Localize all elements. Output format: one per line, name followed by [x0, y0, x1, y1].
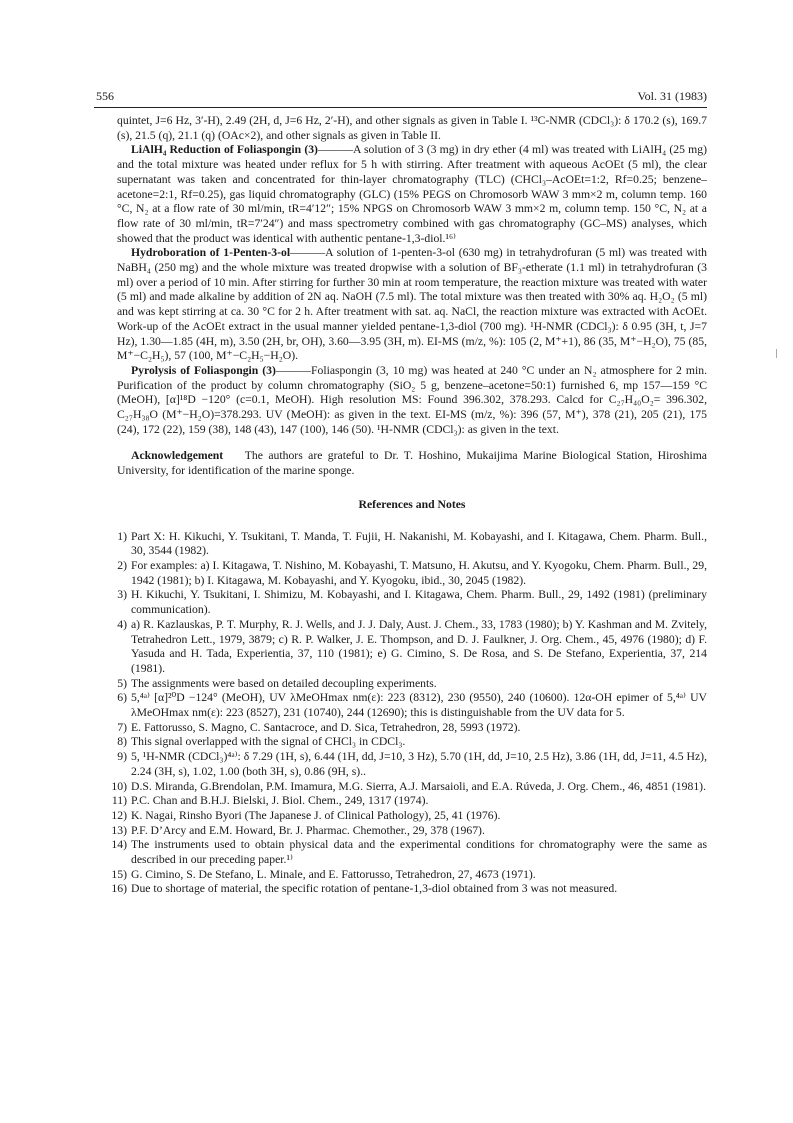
paragraph-continuation — [117, 114, 707, 143]
reference-item — [111, 838, 707, 867]
section-heading: Pyrolysis of Foliaspongin (3) — [131, 363, 276, 377]
reference-number: 7) — [117, 720, 127, 734]
paragraph-text: ———Foliaspongin (3, 10 mg) was heated at 240 °C under an N₂ atmosphere for 2 min. Purification of the product by column chromatography (SiO₂ 5 g, benzene–acetone=50:1) furnished 6, mp 157—159 °C (MeOH), [α]¹⁸D −120° (c=0.1, MeOH). High resolution MS: Found 396.302, 378.293. Calcd for C₂₇H₄₀O₂= 396.302, C₂₇H₃₈O (M⁺−H₂O)=378.293. UV (MeOH): as given in the text. EI-MS (m/z, %): 396 (57, M⁺), 378 (21), 205 (21), 175 (24), 172 (22), 159 (38), 148 (43), 147 (100), 146 (50). ¹H-NMR (CDCl₃): as given in the text. — [117, 363, 707, 436]
reference-text: a) R. Kazlauskas, P. T. Murphy, R. J. Wells, and J. J. Daly, Aust. J. Chem., 33, 1783 (1980); b) Y. Kashman and M. Zvitely, Tetrahedron Lett., 1979, 3879; c) R. P. Walker, J. E. Thompson, and D. J. Faulkner, J. Org. Chem., 45, 4976 (1980); d) F. Yasuda and H. Tada, Experientia, 37, 110 (1981); e) G. Cimino, S. De Rosa, and S. De Stefano, Experientia, 37, 214 (1981). — [131, 617, 707, 675]
reference-item — [111, 867, 707, 883]
reference-item — [117, 530, 707, 559]
reference-item — [111, 779, 707, 795]
reference-text: G. Cimino, S. De Stefano, L. Minale, and E. Fattorusso, Tetrahedron, 27, 4673 (1971). — [131, 867, 536, 881]
reference-number: 15) — [111, 867, 127, 881]
acknowledgement-text: The authors are grateful to Dr. T. Hoshino, Mukaijima Marine Biological Station, Hiroshima University, for identification of the marine sponge. — [117, 449, 707, 478]
reference-number: 16) — [111, 882, 127, 896]
reference-number: 11) — [111, 794, 127, 808]
reference-text: This signal overlapped with the signal of CHCl₃ in CDCl₃. — [131, 735, 406, 749]
paragraph-pyrolysis — [117, 364, 707, 438]
paragraph-hydroboration — [117, 246, 707, 364]
page-header — [94, 88, 707, 104]
header-rule — [94, 107, 707, 108]
reference-item — [117, 691, 707, 720]
reference-item — [111, 882, 707, 897]
reference-text: P.C. Chan and B.H.J. Bielski, J. Biol. Chem., 249, 1317 (1974). — [131, 794, 429, 808]
paragraph-lialh4-reduction — [117, 143, 707, 246]
reference-text: D.S. Miranda, G.Brendolan, P.M. Imamura, M.G. Sierra, A.J. Marsaioli, and E.A. Rúveda, J. Org. Chem., 46, 4851 (1981). — [131, 779, 706, 793]
reference-number: 2) — [117, 558, 127, 572]
section-heading: Hydroboration of 1-Penten-3-ol — [131, 246, 291, 260]
paragraph-text: quintet, J=6 Hz, 3′-H), 2.49 (2H, d, J=6 Hz, 2′-H), and other signals as given in Table I. ¹³C-NMR (CDCl₃): δ 170.2 (s), 169.7 (s), 21.5 (q), 21.1 (q) (OAc×2), and other signals as given in Table II. — [117, 114, 707, 142]
page-number: 556 — [96, 89, 114, 103]
references-title: References and Notes — [358, 497, 466, 511]
reference-text: 5, ¹H-NMR (CDCl₃)⁴ᵃ⁾: δ 7.29 (1H, s), 6.44 (1H, dd, J=10, 3 Hz), 5.70 (1H, dd, J=10, 2.5 Hz), 3.86 (1H, dd, J=11, 4.5 Hz), 2.24 (3H, s), 1.02, 1.00 (both 3H, s), 0.86 (9H, s).. — [131, 750, 707, 778]
article-body — [111, 114, 707, 897]
reference-text: The instruments used to obtain physical data and the experimental conditions for chromatography were the same as described in our preceding paper.¹⁾ — [131, 838, 707, 867]
reference-item — [117, 588, 707, 617]
reference-number: 13) — [111, 823, 127, 837]
reference-text: Due to shortage of material, the specific rotation of pentane-1,3-diol obtained from 3 was not measured. — [131, 882, 618, 896]
reference-number: 4) — [117, 617, 127, 631]
reference-number: 5) — [117, 676, 127, 690]
reference-number: 1) — [117, 529, 127, 543]
reference-text: H. Kikuchi, Y. Tsukitani, I. Shimizu, M. Kobayashi, and I. Kitagawa, Chem. Pharm. Bull., 29, 1492 (1981) (preliminary communication). — [131, 588, 707, 617]
paragraph-text: ———A solution of 1-penten-3-ol (630 mg) in tetrahydrofuran (5 ml) was treated with NaBH₄ (250 mg) and the whole mixture was treated dropwise with a solution of BF₃-etherate (1.1 ml) in tetrahydrofuran (3 ml) over a period of 10 min. After stirring for further 30 min at room temperature, the reaction mixture was treated with water (5 ml) and made alkaline by addition of 2N aq. NaOH (7.5 ml). The total mixture was then treated with 30% aq. H₂O₂ (5 ml) and was kept stirring at ca. 30 °C for 2 h. After treatment with sat. aq. NaCl, the reaction mixture was extracted with AcOEt. Work-up of the AcOEt extract in the usual manner yielded pentane-1,3-diol (700 mg). ¹H-NMR (CDCl₃): δ 0.95 (3H, t, J=7 Hz), 1.30—1.85 (4H, m), 3.50 (2H, br, OH), 3.60—3.95 (3H, m). EI-MS (m/z, %): 105 (2, M⁺+1), 86 (35, M⁺−H₂O), 75 (85, M⁺−C₂H₅), 57 (100, M⁺−C₂H₅−H₂O). — [117, 246, 707, 363]
section-heading: LiAlH₄ Reduction of Foliaspongin (3) — [131, 143, 318, 157]
reference-text: The assignments were based on detailed decoupling experiments. — [131, 676, 437, 690]
reference-number: 9) — [117, 750, 127, 764]
reference-item — [111, 823, 707, 839]
reference-item — [117, 735, 707, 750]
reference-text: For examples: a) I. Kitagawa, T. Nishino, M. Kobayashi, T. Matsuno, H. Akutsu, and Y. Kyogoku, Chem. Pharm. Bull., 29, 1942 (1981); b) I. Kitagawa, M. Kobayashi, and Y. Kyogoku, ibid., 30, 2045 (1982). — [131, 558, 707, 587]
reference-number: 8) — [117, 735, 127, 749]
reference-item — [117, 721, 707, 736]
reference-number: 14) — [111, 838, 127, 852]
reference-item — [111, 808, 707, 824]
reference-number: 12) — [111, 808, 127, 822]
reference-number: 6) — [117, 691, 127, 705]
reference-text: E. Fattorusso, S. Magno, C. Santacroce, and D. Sica, Tetrahedron, 28, 5993 (1972). — [131, 720, 521, 734]
reference-item — [117, 677, 707, 692]
reference-text: Part X: H. Kikuchi, Y. Tsukitani, T. Manda, T. Fujii, H. Nakanishi, M. Kobayashi, and I. Kitagawa, Chem. Pharm. Bull., 30, 3544 (1982). — [131, 529, 707, 558]
reference-number: 3) — [117, 588, 127, 602]
volume-label: Vol. 31 (1983) — [637, 89, 707, 103]
scan-margin-mark — [776, 349, 777, 358]
paragraph-text: ———A solution of 3 (3 mg) in dry ether (4 ml) was treated with LiAlH₄ (25 mg) and the total mixture was heated under reflux for 5 h with stirring. After treatment with aqueous AcOEt (5 ml), the clear supernatant was taken and concentrated for thin-layer chromatography (TLC) (CHCl₃–AcOEt=1:2, Rf=0.25; benzene–acetone=2:1, Rf=0.25), gas liquid chromatography (GLC) (15% PEGS on Chromosorb WAW 3 mm×2 m, column temp. 160 °C, N₂ at a flow rate of 30 ml/min, tR=4′12″; 15% NPGS on Chromosorb WAW 3 mm×2 m, column temp. 150 °C, N₂ at a flow rate of 30 ml/min, tR=7′24″) and mass spectrometry combined with gas chromatography (GC–MS) analyses, which showed that the product was identical with authentic pentane-1,3-diol.¹⁶⁾ — [117, 143, 707, 245]
reference-item — [117, 618, 707, 677]
reference-number: 10) — [111, 779, 127, 793]
acknowledgement — [117, 449, 707, 478]
reference-item — [117, 559, 707, 588]
acknowledgement-heading: Acknowledgement — [131, 449, 224, 463]
reference-text: K. Nagai, Rinsho Byori (The Japanese J. of Clinical Pathology), 25, 41 (1976). — [131, 808, 501, 822]
reference-list — [111, 529, 707, 898]
reference-item — [117, 750, 707, 779]
reference-text: P.F. D’Arcy and E.M. Howard, Br. J. Pharmac. Chemother., 29, 378 (1967). — [131, 823, 485, 837]
reference-item — [111, 794, 707, 809]
reference-text: 5,⁴ᵃ⁾ [α]²⁰D −124° (MeOH), UV λMeOHmax nm(ε): 223 (8312), 230 (9550), 240 (10600). 12α-OH epimer of 5,⁴ᵃ⁾ UV λMeOHmax nm(ε): 223 (8527), 231 (10740), 244 (12690); this is distinguishable from the UV data for 5. — [131, 691, 707, 720]
